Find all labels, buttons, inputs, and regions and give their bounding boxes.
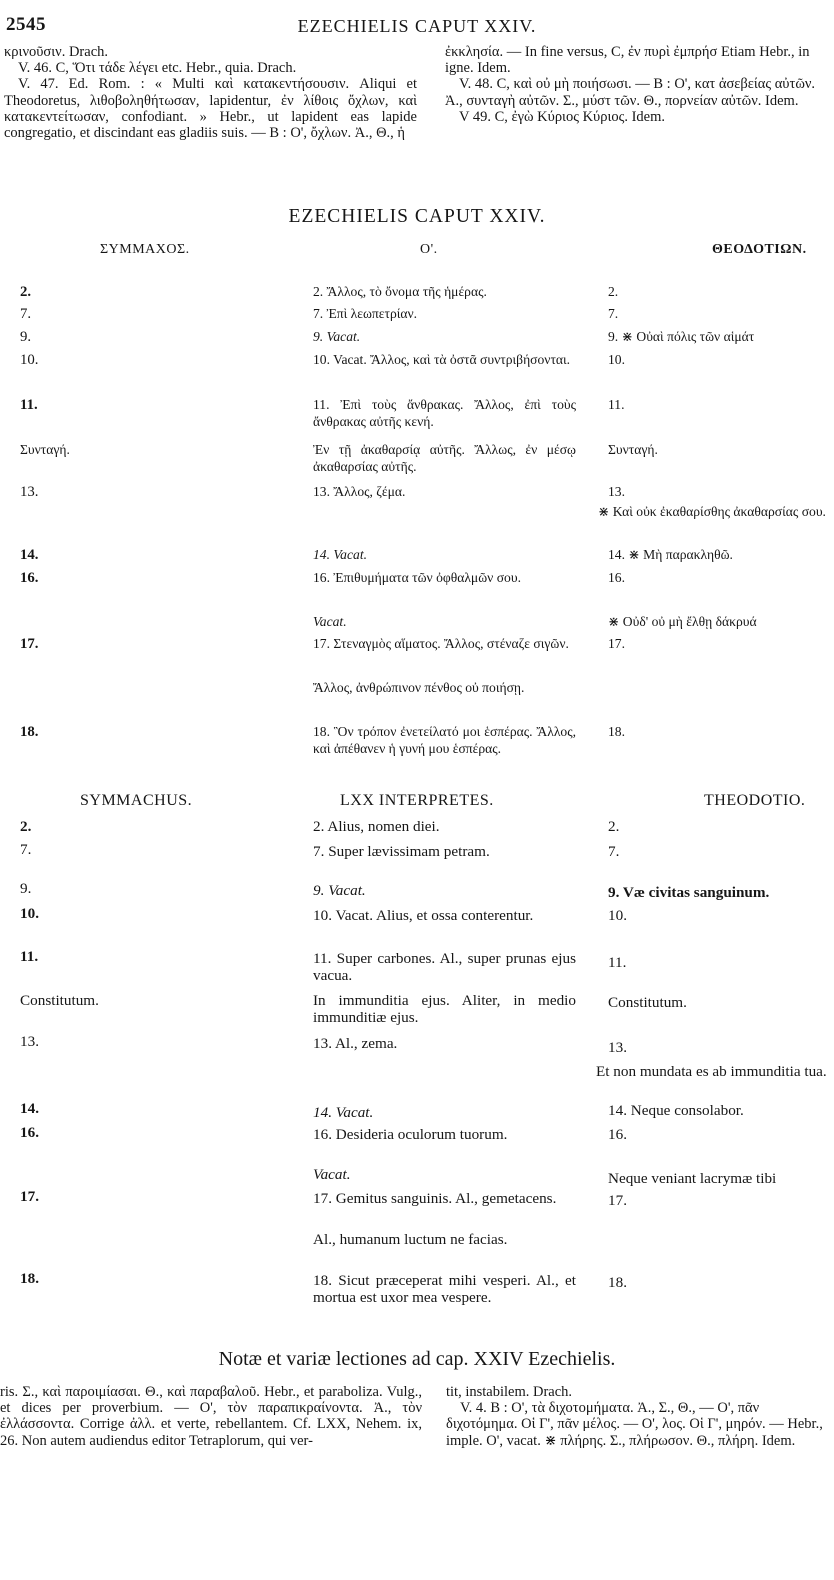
cell-theodotion: 9. ⋇ Οὐαὶ πόλις τῶν αἱμάτ xyxy=(608,329,755,344)
note-paragraph: V. 48. C, καὶ οὐ μὴ ποιήσωσι. — B : Ο', κατ ἀσεβείας αὐτῶν. Ἀ., συνταγὴ αὐτῶν. Σ., μύστ τῶν. Θ., πορνείαν αὐτῶν. Idem. xyxy=(445,76,816,109)
cell-lxx: 11. Super carbones. Al., super prunas ejus vacua. xyxy=(313,950,576,984)
cell-symmachus: 7. xyxy=(20,841,32,858)
cell-theodotion: 9. Væ civitas sanguinum. xyxy=(608,884,770,901)
note-paragraph: ἐκκλησία. — In fine versus, C, ἐν πυρὶ ἐμπρήσ Etiam Hebr., in igne. Idem. xyxy=(445,44,810,77)
cell-symmachus: 13. xyxy=(20,484,39,500)
note-paragraph: V. 47. Ed. Rom. : « Multi καὶ κατακεντήσουσιν. Aliqui et Theodoretus, λιθοβοληθήτωσαν, lapidentur, ἐν λίθοις ὄχλων, καὶ κατακεντείτωσαν, confodiant. » Hebr., ut lapident eas lapide congregatio, et discindant eas gladiis suis. — B : Ο', ὄχλων. Ἀ., Θ., ἡ xyxy=(4,76,417,142)
cell-theodotion: 13. xyxy=(608,484,625,499)
cell-lxx: 11. Ἐπὶ τοὺς ἄνθρακας. Ἄλλος, ἐπὶ τοὺς ἄνθρακας αὐτῆς κενή. xyxy=(313,397,576,429)
col-header-theodotion-greek: ΘΕΟΔΟΤΙΩΝ. xyxy=(712,242,807,257)
cell-theodotion: 10. xyxy=(608,352,625,367)
cell-lxx: 17. Gemitus sanguinis. Al., gemetacens. xyxy=(313,1190,557,1207)
cell-lxx: Ἐν τῇ ἀκαθαρσίᾳ αὐτῆς. Ἄλλως, ἐν μέσῳ ἀκαθαρσίας αὐτῆς. xyxy=(313,442,576,474)
cell-symmachus: 17. xyxy=(20,1188,39,1205)
top-notes-right xyxy=(445,44,834,125)
cell-theodotion: 13. xyxy=(608,1039,627,1056)
cell-lxx: 9. Vacat. xyxy=(313,329,361,344)
cell-theodotion: 16. xyxy=(608,570,625,585)
note-paragraph: V. 4. B : Ο', τὰ διχοτομήματα. Ἀ., Σ., Θ., — Ο', πᾶν διχοτόμημα. Οἱ Γ', πᾶν μέλος. — Ο', λος. Οἱ Γ', μηρόν. — Hebr., imple. Ο', vacat. ⋇ πλήρης. Σ., πλήρωσον. Θ., πλήρη. Idem. xyxy=(446,1400,823,1449)
cell-symmachus: 17. xyxy=(20,636,39,652)
cell-symmachus: 18. xyxy=(20,724,39,740)
cell-symmachus: 7. xyxy=(20,306,32,322)
cell-symmachus: 2. xyxy=(20,284,32,300)
cell-symmachus: 11. xyxy=(20,948,39,965)
cell-lxx: 14. Vacat. xyxy=(313,1104,374,1121)
cell-theodotion: ⋇ Οὐδ' οὐ μὴ ἔλθῃ δάκρυά xyxy=(608,614,757,629)
cell-theodotion: 2. xyxy=(608,284,619,299)
note-paragraph: tit, instabilem. Drach. xyxy=(446,1384,573,1400)
cell-symmachus: 16. xyxy=(20,570,39,586)
cell-lxx: 10. Vacat. Ἄλλος, καὶ τὰ ὀστᾶ συντριβήσονται. xyxy=(313,352,571,367)
cell-lxx: Al., humanum luctum ne facias. xyxy=(313,1231,508,1248)
bottom-notes-right xyxy=(446,1384,834,1449)
cell-symmachus: 10. xyxy=(20,352,39,368)
cell-lxx: 16. Desideria oculorum tuorum. xyxy=(313,1126,508,1143)
cell-symmachus: 11. xyxy=(20,397,38,413)
cell-theodotion: 11. xyxy=(608,397,625,412)
cell-lxx: 7. Ἐπὶ λεωπετρίαν. xyxy=(313,306,418,321)
note-paragraph: ris. Σ., καὶ παροιμίασαι. Θ., καὶ παραβαλοῦ. Hebr., et paraboliza. Vulg., et dices per proverbium. — Ο', τὸν παραπικραίνοντα. Ἀ., τὸν ἐλλάσσοντα. Corrige ἀλλ. et verte, rebellantem. Cf. LXX, Nehem. ix, 26. Non autem audiendus editor Tetraplorum, qui ver- xyxy=(0,1384,422,1449)
cell-symmachus: 16. xyxy=(20,1124,39,1141)
cell-symmachus: Συνταγή. xyxy=(20,442,70,457)
col-header-lxx-greek: Ο'. xyxy=(420,242,438,257)
col-header-symmachus-latin: SYMMACHUS. xyxy=(80,792,193,809)
cell-theodotion: ⋇ Καὶ οὐκ ἐκαθαρίσθης ἀκαθαρσίας σου. xyxy=(598,504,826,519)
cell-lxx: 16. Ἐπιθυμήματα τῶν ὀφθαλμῶν σου. xyxy=(313,570,521,585)
cell-lxx: 9. Vacat. xyxy=(313,882,366,899)
cell-theodotion: Συνταγή. xyxy=(608,442,658,457)
cell-symmachus: 14. xyxy=(20,1100,39,1117)
bottom-notes-left xyxy=(0,1384,422,1449)
col-header-symmachus-greek: ΣΥΜΜΑΧΟΣ. xyxy=(100,242,190,257)
cell-theodotion: 11. xyxy=(608,954,627,971)
cell-lxx: 13. Ἄλλος, ζέμα. xyxy=(313,484,406,499)
cell-theodotion: 10. xyxy=(608,907,627,924)
cell-lxx: 13. Al., zema. xyxy=(313,1035,398,1052)
cell-theodotion: 18. xyxy=(608,1274,627,1291)
note-paragraph: V. 46. C, Ὅτι τάδε λέγει etc. Hebr., quia. Drach. xyxy=(18,60,297,77)
cell-lxx: 17. Στεναγμὸς αἵματος. Ἄλλος, στέναζε σιγῶν. xyxy=(313,636,569,651)
col-header-theodotion-latin: THEODOTIO. xyxy=(704,792,806,809)
cell-theodotion: 2. xyxy=(608,818,620,835)
cell-symmachus: 14. xyxy=(20,547,39,563)
cell-lxx: 7. Super lævissimam petram. xyxy=(313,843,490,860)
cell-symmachus: 10. xyxy=(20,905,39,922)
cell-lxx: 18. Sicut præceperat mihi vesperi. Al., et mortua est uxor mea vespere. xyxy=(313,1272,576,1306)
cell-theodotion: 14. Neque consolabor. xyxy=(608,1102,744,1119)
running-title: EZECHIELIS CAPUT XXIV. xyxy=(297,16,537,36)
cell-theodotion: 7. xyxy=(608,306,619,321)
cell-symmachus: 13. xyxy=(20,1033,39,1050)
cell-lxx: Vacat. xyxy=(313,614,347,629)
cell-lxx: Ἄλλος, ἀνθρώπινον πένθος οὐ ποιήσῃ. xyxy=(313,680,525,695)
note-paragraph: κρινοῦσιν. Drach. xyxy=(4,44,108,60)
cell-theodotion: Neque veniant lacrymæ tibi xyxy=(608,1170,777,1187)
cell-lxx: Vacat. xyxy=(313,1166,351,1183)
cell-theodotion: Et non mundata es ab immunditia tua. xyxy=(596,1063,827,1080)
cell-theodotion: Constitutum. xyxy=(608,994,687,1011)
cell-lxx: 2. Alius, nomen diei. xyxy=(313,818,440,835)
cell-theodotion: 17. xyxy=(608,1192,627,1209)
page-number: 2545 xyxy=(6,14,46,35)
cell-lxx: 18. Ὃν τρόπον ἐνετείλατό μοι ἑσπέρας. Ἄλλος, καὶ ἀπέθανεν ἡ γυνή μου ἑσπέρας. xyxy=(313,724,576,756)
cell-lxx: 2. Ἄλλος, τὸ ὄνομα τῆς ἡμέρας. xyxy=(313,284,487,299)
notes-title: Notæ et variæ lectiones ad cap. XXIV Ezechielis. xyxy=(218,1348,616,1370)
cell-theodotion: 16. xyxy=(608,1126,627,1143)
cell-theodotion: 14. ⋇ Μὴ παρακληθῶ. xyxy=(608,547,733,562)
top-notes-left xyxy=(4,44,417,141)
note-paragraph: V 49. C, ἐγὼ Κύριος Κύριος. Idem. xyxy=(459,108,666,125)
cell-symmachus: 2. xyxy=(20,818,32,835)
cell-symmachus: 9. xyxy=(20,880,32,897)
cell-lxx: In immunditia ejus. Aliter, in medio immunditiæ ejus. xyxy=(313,992,576,1026)
cell-lxx: 14. Vacat. xyxy=(313,547,367,562)
cell-symmachus: 18. xyxy=(20,1270,39,1287)
cell-symmachus: 9. xyxy=(20,329,32,345)
section-title: EZECHIELIS CAPUT XXIV. xyxy=(288,206,546,227)
cell-lxx: 10. Vacat. Alius, et ossa conterentur. xyxy=(313,907,534,924)
cell-theodotion: 18. xyxy=(608,724,625,739)
cell-theodotion: 7. xyxy=(608,843,620,860)
col-header-lxx-latin: LXX INTERPRETES. xyxy=(340,792,494,809)
cell-theodotion: 17. xyxy=(608,636,625,651)
cell-symmachus: Constitutum. xyxy=(20,992,99,1009)
